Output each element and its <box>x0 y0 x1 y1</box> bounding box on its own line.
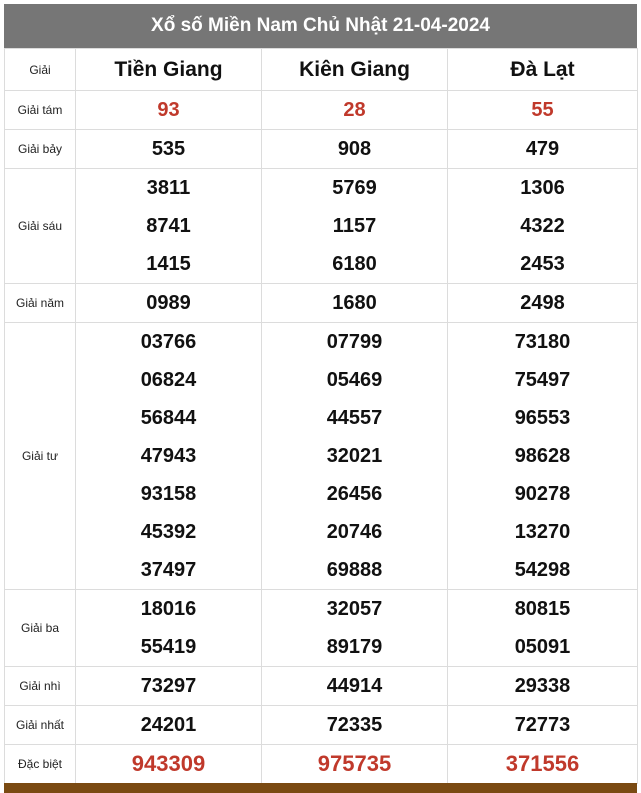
prize-number: 56844 <box>140 407 197 429</box>
prize-cell-tien-giang <box>76 284 262 323</box>
prize-number: 908 <box>337 138 372 160</box>
prize-cell-kien-giang <box>262 745 448 784</box>
prize-number: 5769 <box>332 177 377 199</box>
prize-label: Giải tám <box>5 91 76 130</box>
prize-label: Giải ba <box>5 590 76 667</box>
province-da-lat: Đà Lạt <box>448 49 638 91</box>
prize-number: 89179 <box>326 636 383 658</box>
prize-number: 75497 <box>514 369 571 391</box>
prize-row <box>5 590 638 667</box>
prize-number: 26456 <box>326 483 383 505</box>
prize-number: 93158 <box>140 483 197 505</box>
prize-number: 535 <box>151 138 186 160</box>
prize-number: 3811 <box>146 177 191 199</box>
prize-number: 32057 <box>326 598 383 620</box>
prize-label: Đặc biệt <box>5 745 76 784</box>
prize-number: 6180 <box>332 253 377 275</box>
prize-number: 44557 <box>326 407 383 429</box>
prize-number: 24201 <box>140 714 197 736</box>
prize-number: 2453 <box>520 253 565 275</box>
prize-cell-kien-giang <box>262 91 448 130</box>
prize-number: 4322 <box>520 215 565 237</box>
prize-row <box>5 745 638 784</box>
prize-label: Giải bảy <box>5 130 76 169</box>
prize-row <box>5 323 638 590</box>
prize-cell-kien-giang <box>262 667 448 706</box>
prize-number: 98628 <box>514 445 571 467</box>
results-title: Xổ số Miền Nam Chủ Nhật 21-04-2024 <box>4 4 637 48</box>
prize-number: 93 <box>157 99 180 121</box>
prize-number: 1415 <box>146 253 191 275</box>
prize-number: 13270 <box>514 521 571 543</box>
prize-cell-kien-giang <box>262 706 448 745</box>
prize-row <box>5 284 638 323</box>
prize-number: 05091 <box>514 636 571 658</box>
prize-row <box>5 706 638 745</box>
prize-cell-da-lat <box>448 667 638 706</box>
prize-number: 07799 <box>326 331 383 353</box>
prize-cell-tien-giang <box>76 130 262 169</box>
prize-number: 2498 <box>520 292 565 314</box>
prize-number: 37497 <box>140 559 197 581</box>
prize-number: 80815 <box>514 598 571 620</box>
province-kien-giang: Kiên Giang <box>262 49 448 91</box>
prize-number: 1680 <box>332 292 377 314</box>
prize-cell-tien-giang <box>76 91 262 130</box>
prize-cell-da-lat <box>448 130 638 169</box>
prize-label: Giải năm <box>5 284 76 323</box>
prize-number: 44914 <box>326 675 383 697</box>
prize-number: 90278 <box>514 483 571 505</box>
prize-number: 28 <box>343 99 366 121</box>
results-table <box>4 48 638 784</box>
prize-cell-tien-giang <box>76 169 262 284</box>
prize-number: 479 <box>525 138 560 160</box>
prize-label: Giải tư <box>5 323 76 590</box>
prize-number: 20746 <box>326 521 383 543</box>
prize-number: 32021 <box>326 445 383 467</box>
prize-cell-kien-giang <box>262 169 448 284</box>
prize-row <box>5 91 638 130</box>
prize-cell-kien-giang <box>262 284 448 323</box>
prize-number: 69888 <box>326 559 383 581</box>
prize-cell-da-lat <box>448 706 638 745</box>
prize-number: 975735 <box>317 751 392 776</box>
prize-cell-da-lat <box>448 590 638 667</box>
prize-number: 05469 <box>326 369 383 391</box>
prize-cell-kien-giang <box>262 323 448 590</box>
prize-number: 943309 <box>131 751 206 776</box>
province-tien-giang: Tiền Giang <box>76 49 262 91</box>
prize-number: 03766 <box>140 331 197 353</box>
prize-number: 73180 <box>514 331 571 353</box>
prize-row <box>5 169 638 284</box>
prize-number: 8741 <box>146 215 191 237</box>
prize-number: 29338 <box>514 675 571 697</box>
prize-number: 73297 <box>140 675 197 697</box>
prize-label: Giải nhất <box>5 706 76 745</box>
prize-cell-da-lat <box>448 169 638 284</box>
prize-number: 47943 <box>140 445 197 467</box>
prize-cell-da-lat <box>448 91 638 130</box>
prize-number: 72335 <box>326 714 383 736</box>
prize-number: 18016 <box>140 598 197 620</box>
prize-number: 0989 <box>146 292 191 314</box>
bottom-bar <box>4 783 637 793</box>
prize-cell-tien-giang <box>76 706 262 745</box>
prize-cell-tien-giang <box>76 590 262 667</box>
prize-row <box>5 130 638 169</box>
prize-number: 06824 <box>140 369 197 391</box>
prize-number: 72773 <box>514 714 571 736</box>
prize-cell-da-lat <box>448 323 638 590</box>
prize-number: 1157 <box>332 215 377 237</box>
prize-number: 45392 <box>140 521 197 543</box>
prize-number: 1306 <box>520 177 565 199</box>
header-row <box>5 49 638 91</box>
header-prize-label: Giải <box>5 49 76 91</box>
prize-cell-tien-giang <box>76 323 262 590</box>
prize-number: 54298 <box>514 559 571 581</box>
prize-number: 55419 <box>140 636 197 658</box>
prize-label: Giải sáu <box>5 169 76 284</box>
prize-cell-kien-giang <box>262 130 448 169</box>
prize-number: 55 <box>531 99 554 121</box>
prize-number: 371556 <box>505 751 580 776</box>
prize-cell-da-lat <box>448 745 638 784</box>
prize-cell-da-lat <box>448 284 638 323</box>
prize-number: 96553 <box>514 407 571 429</box>
prize-cell-tien-giang <box>76 745 262 784</box>
prize-cell-kien-giang <box>262 590 448 667</box>
prize-label: Giải nhì <box>5 667 76 706</box>
prize-row <box>5 667 638 706</box>
prize-cell-tien-giang <box>76 667 262 706</box>
